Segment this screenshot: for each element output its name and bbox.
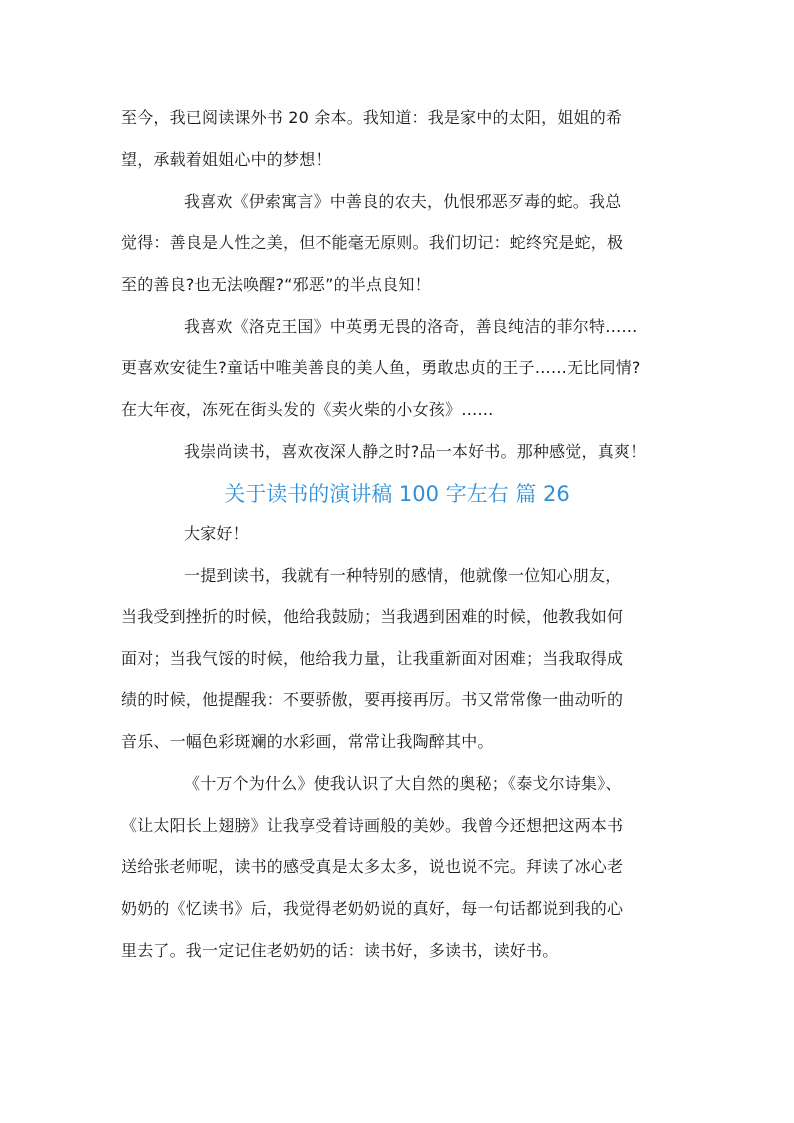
paragraph-line: 在大年夜，冻死在街头发的《卖火柴的小女孩》…… [121, 400, 494, 419]
paragraph-line: 望，承载着姐姐心中的梦想！ [121, 150, 332, 169]
paragraph-line: 至今，我已阅读课外书 20 余本。我知道：我是家中的太阳，姐姐的希 [121, 108, 623, 127]
section-heading: 关于读书的演讲稿 100 字左右 篇 26 [224, 482, 570, 506]
paragraph-line: 奶奶的《忆读书》后，我觉得老奶奶说的真好，每一句话都说到我的心 [121, 899, 624, 918]
paragraph-line: 当我受到挫折的时候，他给我鼓励；当我遇到困难的时候，他教我如何 [121, 607, 624, 626]
paragraph-line: 我崇尚读书，喜欢夜深人静之时?品一本好书。那种感觉，真爽！ [184, 442, 647, 461]
paragraph-line: 《十万个为什么》使我认识了大自然的奥秘；《泰戈尔诗集》、 [184, 774, 622, 793]
paragraph-line: 我喜欢《洛克王国》中英勇无畏的洛奇，善良纯洁的菲尔特…… [184, 317, 638, 336]
paragraph-line: 里去了。我一定记住老奶奶的话：读书好，多读书，读好书。 [121, 941, 559, 960]
paragraph-line: 大家好！ [184, 524, 249, 543]
paragraph-line: 更喜欢安徒生?童话中唯美善良的美人鱼，勇敢忠贞的王子……无比同情? [121, 358, 641, 377]
paragraph-line: 绩的时候，他提醒我：不要骄傲，要再接再厉。书又常常像一曲动听的 [121, 690, 624, 709]
paragraph-line: 一提到读书，我就有一种特别的感情，他就像一位知心朋友， [184, 566, 622, 585]
paragraph-line: 音乐、一幅色彩斑斓的水彩画，常常让我陶醉其中。 [121, 732, 494, 751]
paragraph-line: 面对；当我气馁的时候，他给我力量，让我重新面对困难；当我取得成 [121, 649, 624, 668]
paragraph-line: 送给张老师呢，读书的感受真是太多太多，说也说不完。拜读了冰心老 [121, 857, 624, 876]
paragraph-line: 我喜欢《伊索寓言》中善良的农夫，仇恨邪恶歹毒的蛇。我总 [184, 192, 622, 211]
paragraph-line: 至的善良?也无法唤醒?“邪恶”的半点良知！ [121, 275, 431, 294]
paragraph-line: 《让太阳长上翅膀》让我享受着诗画般的美妙。我曾今还想把这两本书 [121, 816, 624, 835]
paragraph-line: 觉得：善良是人性之美，但不能毫无原则。我们切记：蛇终究是蛇，极 [121, 233, 624, 252]
